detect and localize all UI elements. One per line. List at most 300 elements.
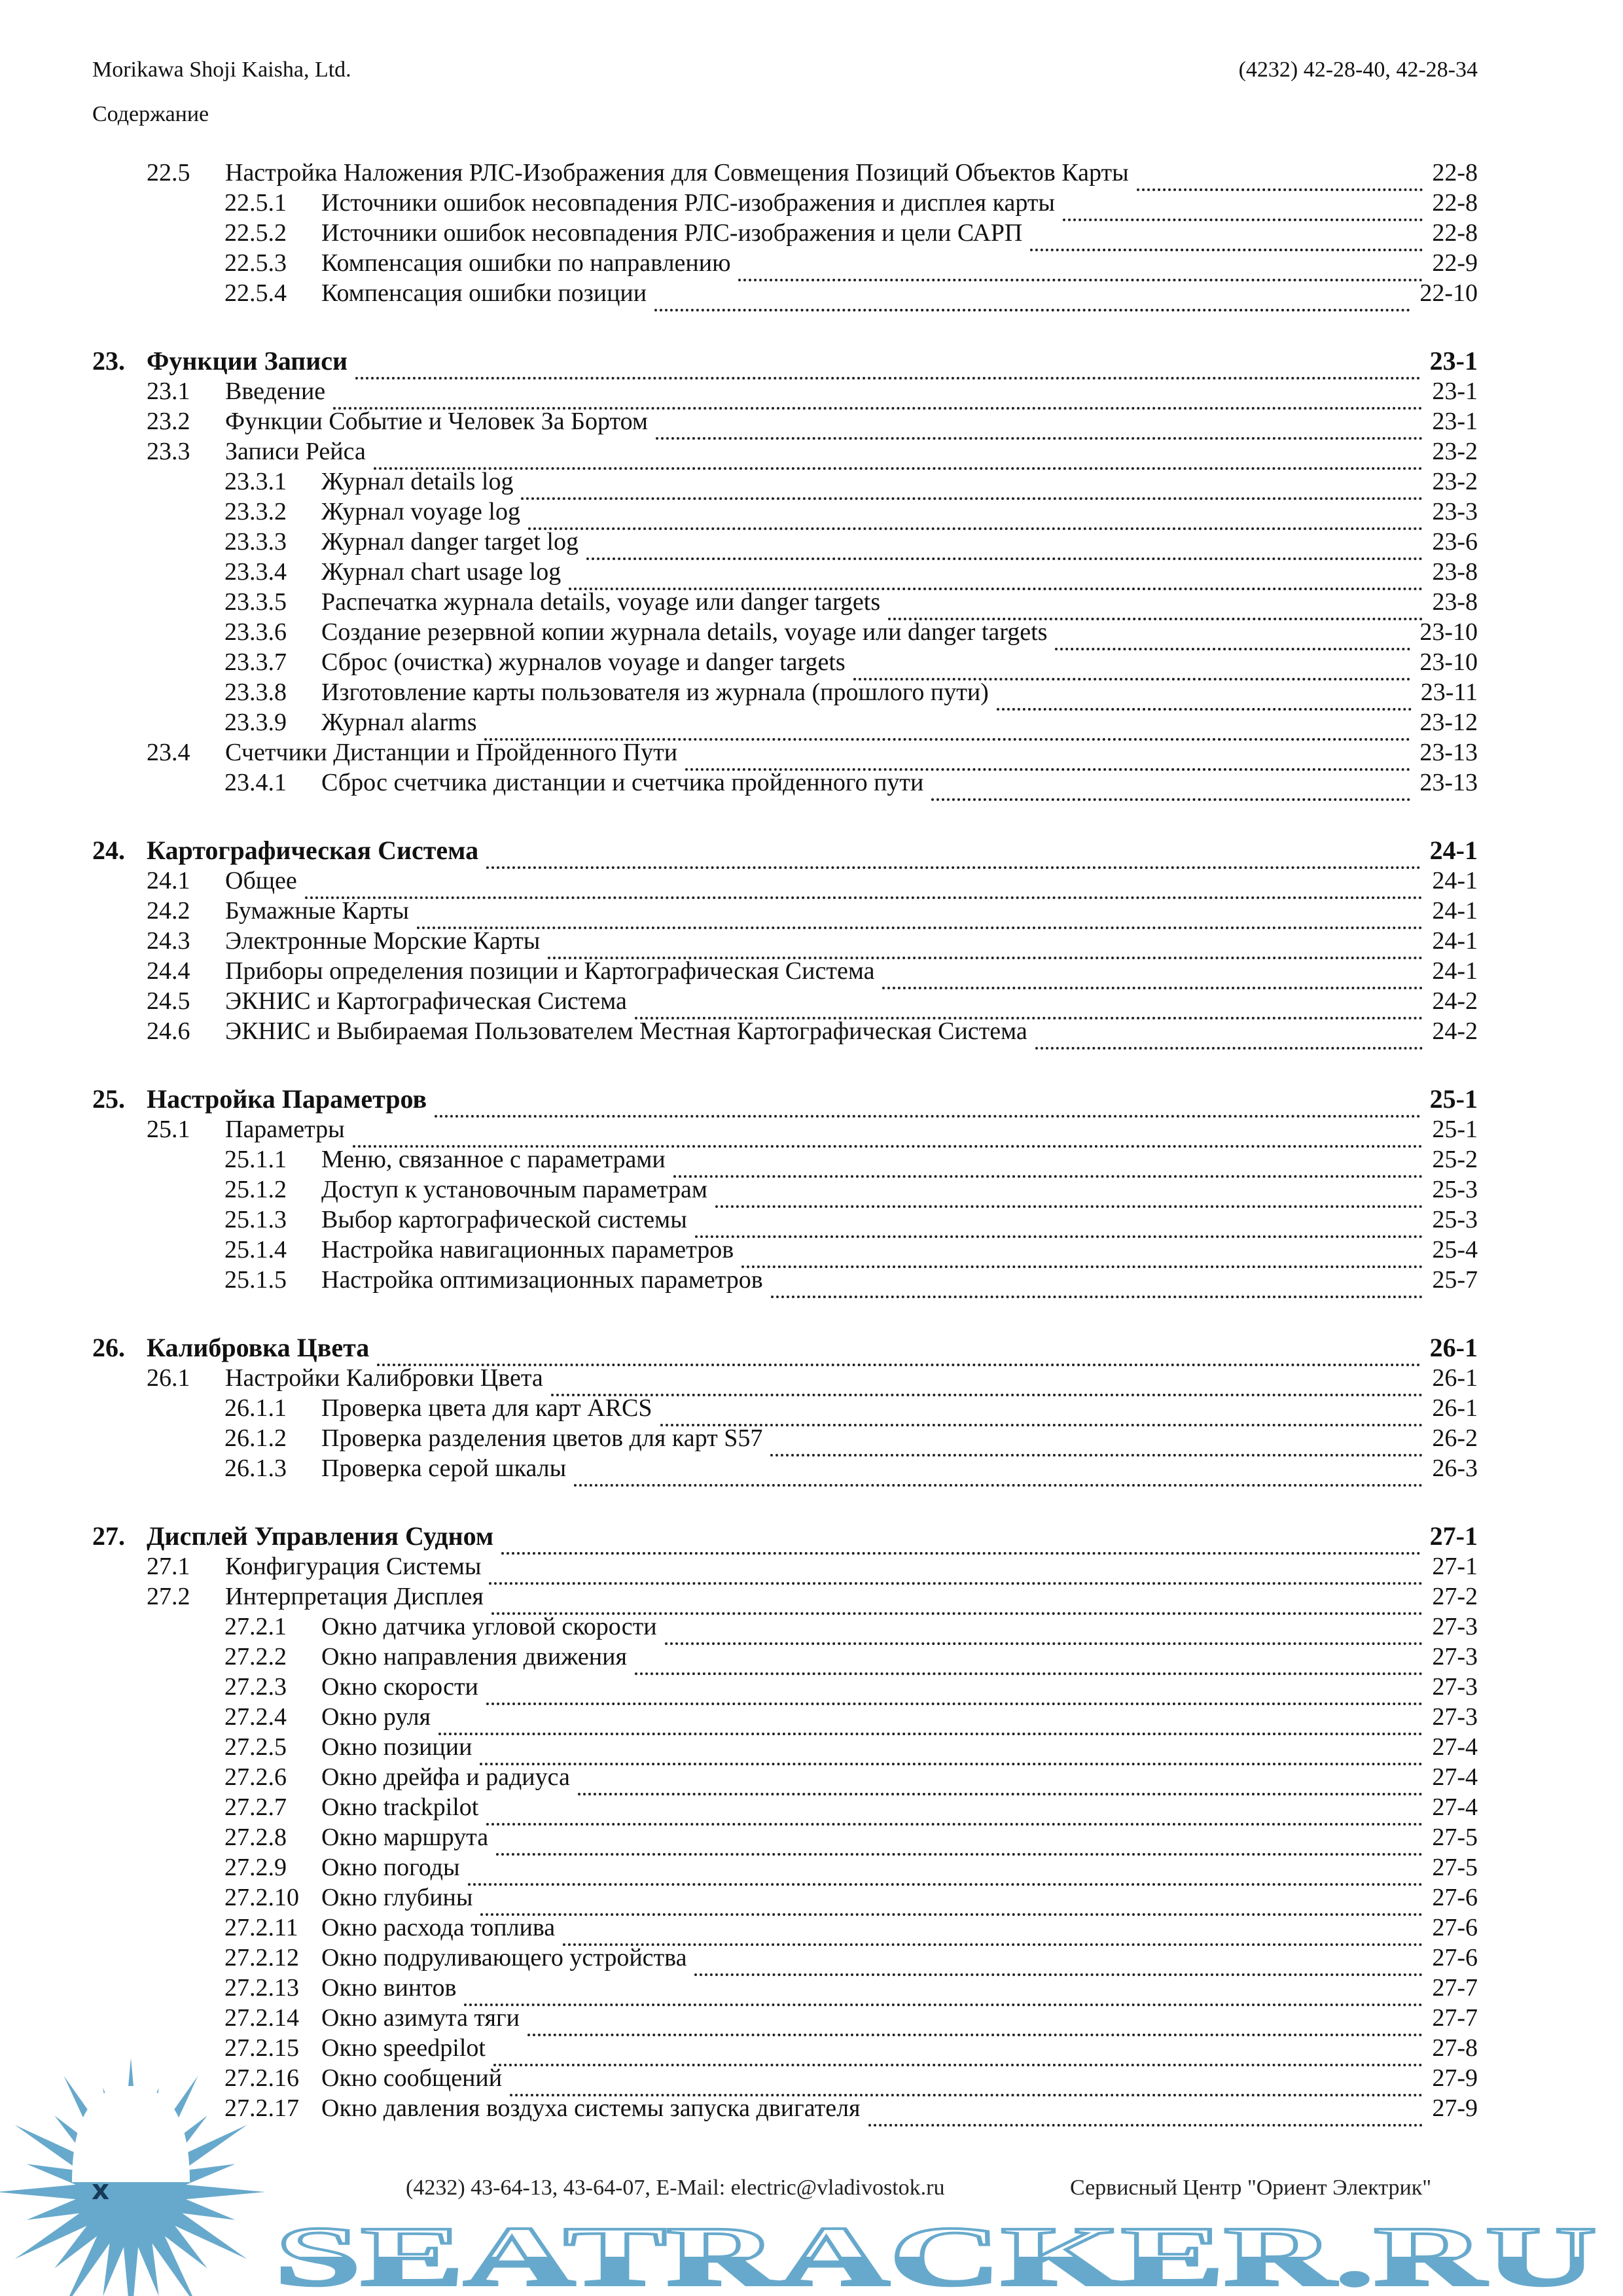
toc-entry[interactable] xyxy=(92,1882,1478,1912)
dot-leader xyxy=(654,309,1410,311)
toc-entry-page: 27-1 xyxy=(1432,1553,1478,1580)
toc-entry-title: Функции Записи xyxy=(147,346,348,376)
toc-entry-title: Сброс (очистка) журналов voyage и danger targets xyxy=(321,648,846,676)
toc-entry-page: 25-7 xyxy=(1432,1266,1478,1294)
toc-entry-title: Настройка навигационных параметров xyxy=(321,1236,734,1263)
toc-entry[interactable] xyxy=(92,436,1478,466)
dot-leader xyxy=(374,467,1423,470)
toc-entry-number: 23.3.1 xyxy=(224,468,287,495)
toc-entry-title: Картографическая Система xyxy=(147,836,479,865)
toc-entry[interactable] xyxy=(92,616,1478,646)
toc-entry-number: 27.2.12 xyxy=(224,1944,299,1971)
toc-entry[interactable] xyxy=(92,247,1478,277)
toc-entry[interactable] xyxy=(92,376,1478,406)
toc-entry[interactable] xyxy=(92,1581,1478,1611)
toc-entry[interactable] xyxy=(92,1114,1478,1144)
toc-entry-title: Окно trackpilot xyxy=(321,1793,479,1821)
toc-entry-number: 27.2.14 xyxy=(224,2004,299,2032)
toc-entry-page: 27-3 xyxy=(1432,1673,1478,1701)
toc-entry-page: 25-1 xyxy=(1429,1084,1478,1114)
toc-entry-title: Окно подруливающего устройства xyxy=(321,1944,687,1971)
toc-entry-page: 23-1 xyxy=(1429,346,1478,376)
toc-entry-title: Выбор картографической системы xyxy=(321,1206,687,1233)
toc-entry-page: 25-1 xyxy=(1432,1116,1478,1143)
toc-entry[interactable] xyxy=(92,1942,1478,1972)
toc-entry-page: 26-2 xyxy=(1432,1424,1478,1452)
dot-leader xyxy=(882,987,1423,989)
toc-entry-number: 25. xyxy=(92,1084,125,1114)
toc-entry-number: 22.5.4 xyxy=(224,279,287,307)
toc-chapter[interactable] xyxy=(92,1328,1478,1362)
dot-leader xyxy=(931,798,1410,801)
toc-entry-number: 27.2.9 xyxy=(224,1854,287,1881)
toc-entry-page: 23-13 xyxy=(1419,769,1478,796)
toc-entry-title: Проверка разделения цветов для карт S57 xyxy=(321,1424,763,1452)
toc-entry[interactable] xyxy=(92,187,1478,217)
toc-entry-page: 22-8 xyxy=(1432,219,1478,247)
toc-entry-number: 25.1.4 xyxy=(224,1236,287,1263)
header-phone: (4232) 42-28-40, 42-28-34 xyxy=(1238,58,1478,82)
toc-entry-page: 27-5 xyxy=(1432,1824,1478,1851)
toc-entry-title: Настройка Параметров xyxy=(147,1084,427,1114)
toc-entry-number: 24.3 xyxy=(147,927,190,955)
toc-entry-title: Бумажные Карты xyxy=(225,897,409,925)
toc-entry[interactable] xyxy=(92,1422,1478,1453)
toc-entry[interactable] xyxy=(92,1234,1478,1264)
toc-entry-number: 23.3.3 xyxy=(224,528,287,556)
toc-entry-title: Записи Рейса xyxy=(225,438,366,465)
toc-entry-page: 23-11 xyxy=(1420,679,1478,706)
toc-entry-title: Окно направления движения xyxy=(321,1643,627,1670)
toc-entry-title: Интерпретация Дисплея xyxy=(225,1583,484,1610)
dot-leader xyxy=(480,1763,1423,1765)
toc-entry-title: Окно давления воздуха системы запуска двигателя xyxy=(321,2094,861,2122)
toc-entry-page: 27-9 xyxy=(1432,2064,1478,2092)
toc-entry-title: Окно расхода топлива xyxy=(321,1914,556,1941)
toc-entry-title: Окно винтов xyxy=(321,1974,457,2002)
toc-entry-title: Окно speedpilot xyxy=(321,2034,486,2062)
toc-entry-page: 26-1 xyxy=(1432,1394,1478,1422)
toc-entry-number: 25.1.5 xyxy=(224,1266,287,1294)
toc-entry-page: 27-4 xyxy=(1432,1733,1478,1761)
toc-entry-number: 22.5.1 xyxy=(224,189,287,217)
toc-entry-number: 27.1 xyxy=(147,1553,190,1580)
toc-entry-number: 27.2.6 xyxy=(224,1763,287,1791)
toc-entry-title: Функции Событие и Человек За Бортом xyxy=(225,408,648,435)
toc-entry-page: 27-3 xyxy=(1432,1643,1478,1670)
dot-leader xyxy=(685,768,1410,771)
toc-entry-number: 25.1 xyxy=(147,1116,190,1143)
toc-entry-title: Окно глубины xyxy=(321,1884,473,1911)
footer-contacts: (4232) 43-64-13, 43-64-07, E-Mail: electric@vladivostok.ru xyxy=(406,2176,945,2200)
dot-leader xyxy=(528,527,1423,530)
toc-entry-title: Журнал voyage log xyxy=(321,498,520,525)
dot-leader xyxy=(355,377,1421,380)
toc-entry[interactable] xyxy=(92,707,1478,737)
toc-entry[interactable] xyxy=(92,586,1478,616)
header-company: Morikawa Shoji Kaisha, Ltd. xyxy=(92,58,351,82)
toc-entry[interactable] xyxy=(92,466,1478,496)
toc-entry-page: 26-3 xyxy=(1432,1455,1478,1482)
dot-leader xyxy=(997,708,1412,711)
dot-leader xyxy=(665,1642,1423,1645)
toc-entry-title: Создание резервной копии журнала details, voyage или danger targets xyxy=(321,618,1048,646)
toc-entry-page: 24-1 xyxy=(1432,897,1478,925)
toc-entry-title: Окно азимута тяги xyxy=(321,2004,520,2032)
dot-leader xyxy=(305,896,1423,899)
toc-entry[interactable] xyxy=(92,1174,1478,1204)
toc-entry-page: 22-9 xyxy=(1432,249,1478,277)
toc-entry-page: 25-4 xyxy=(1432,1236,1478,1263)
toc-entry[interactable] xyxy=(92,1392,1478,1422)
dot-leader xyxy=(333,407,1423,410)
dot-leader xyxy=(486,866,1421,869)
toc-entry[interactable] xyxy=(92,1551,1478,1581)
toc-entry-page: 23-1 xyxy=(1432,378,1478,405)
toc-entry-number: 27.2.3 xyxy=(224,1673,287,1701)
dot-leader xyxy=(741,1265,1423,1268)
toc-entry-number: 24.1 xyxy=(147,867,190,894)
toc-entry-number: 23. xyxy=(92,346,125,376)
toc-entry-number: 24.4 xyxy=(147,957,190,985)
toc-entry[interactable] xyxy=(92,1611,1478,1641)
table-of-contents xyxy=(92,157,1478,2123)
toc-entry-page: 27-9 xyxy=(1432,2094,1478,2122)
toc-entry[interactable] xyxy=(92,985,1478,1016)
dot-leader xyxy=(548,957,1423,959)
toc-entry-title: Журнал chart usage log xyxy=(321,558,562,586)
toc-section xyxy=(92,831,1478,1046)
toc-entry-page: 23-10 xyxy=(1419,648,1478,676)
toc-entry-title: Окно сообщений xyxy=(321,2064,503,2092)
toc-entry-page: 27-6 xyxy=(1432,1944,1478,1971)
toc-entry-number: 22.5.2 xyxy=(224,219,287,247)
dot-leader xyxy=(738,279,1423,281)
toc-entry-page: 27-3 xyxy=(1432,1613,1478,1640)
toc-entry[interactable] xyxy=(92,1144,1478,1174)
toc-entry-number: 24.2 xyxy=(147,897,190,925)
toc-entry-number: 27. xyxy=(92,1521,125,1551)
toc-entry-number: 27.2.11 xyxy=(224,1914,298,1941)
toc-entry-page: 26-1 xyxy=(1429,1333,1478,1362)
toc-entry-title: Введение xyxy=(225,378,326,405)
toc-entry-page: 24-1 xyxy=(1432,867,1478,894)
dot-leader xyxy=(656,437,1423,440)
dot-leader xyxy=(521,497,1423,500)
toc-entry-title: Приборы определения позиции и Картографическая Система xyxy=(225,957,875,985)
dot-leader xyxy=(486,1823,1423,1826)
toc-entry-page: 24-2 xyxy=(1432,987,1478,1015)
toc-chapter[interactable] xyxy=(92,1080,1478,1114)
toc-entry-page: 27-2 xyxy=(1432,1583,1478,1610)
toc-entry-number: 26.1.1 xyxy=(224,1394,287,1422)
toc-entry-number: 25.1.2 xyxy=(224,1176,287,1203)
toc-entry-number: 27.2.2 xyxy=(224,1643,287,1670)
toc-entry-page: 23-6 xyxy=(1432,528,1478,556)
toc-entry-title: Проверка серой шкалы xyxy=(321,1455,567,1482)
toc-entry-number: 24.5 xyxy=(147,987,190,1015)
toc-entry-number: 27.2.5 xyxy=(224,1733,287,1761)
dot-leader xyxy=(673,1175,1423,1178)
toc-entry-page: 24-1 xyxy=(1429,836,1478,865)
dot-leader xyxy=(435,1115,1421,1118)
toc-entry-title: Параметры xyxy=(225,1116,345,1143)
toc-entry-page: 25-2 xyxy=(1432,1146,1478,1173)
toc-entry[interactable] xyxy=(92,1671,1478,1701)
dot-leader xyxy=(660,1424,1423,1426)
dot-leader xyxy=(496,1853,1423,1856)
toc-entry-page: 25-3 xyxy=(1432,1206,1478,1233)
toc-entry-page: 22-8 xyxy=(1432,159,1478,186)
toc-entry-page: 23-3 xyxy=(1432,498,1478,525)
toc-entry-title: Изготовление карты пользователя из журнала (прошлого пути) xyxy=(321,679,989,706)
toc-entry-number: 27.2.10 xyxy=(224,1884,299,1911)
toc-entry[interactable] xyxy=(92,277,1478,308)
toc-entry[interactable] xyxy=(92,1204,1478,1234)
dot-leader xyxy=(715,1205,1423,1208)
toc-entry-title: Окно маршрута xyxy=(321,1824,489,1851)
toc-entry[interactable] xyxy=(92,1701,1478,1731)
toc-entry-number: 25.1.1 xyxy=(224,1146,287,1173)
toc-section xyxy=(92,1080,1478,1294)
dot-leader xyxy=(694,1973,1423,1976)
toc-entry[interactable] xyxy=(92,556,1478,586)
toc-entry-number: 22.5.3 xyxy=(224,249,287,277)
toc-entry-page: 23-2 xyxy=(1432,438,1478,465)
toc-entry-number: 23.3.2 xyxy=(224,498,287,525)
dot-leader xyxy=(635,1672,1423,1675)
toc-entry-number: 27.2.16 xyxy=(224,2064,299,2092)
toc-entry-page: 22-8 xyxy=(1432,189,1478,217)
toc-entry-number: 25.1.3 xyxy=(224,1206,287,1233)
toc-entry-page: 23-8 xyxy=(1432,588,1478,616)
toc-entry-page: 24-2 xyxy=(1432,1017,1478,1045)
toc-entry-title: Счетчики Дистанции и Пройденного Пути xyxy=(225,739,678,766)
toc-entry-title: Конфигурация Системы xyxy=(225,1553,482,1580)
dot-leader xyxy=(486,1703,1423,1705)
dot-leader xyxy=(527,2034,1423,2036)
dot-leader xyxy=(480,1913,1423,1916)
toc-entry-page: 27-4 xyxy=(1432,1793,1478,1821)
toc-entry[interactable] xyxy=(92,767,1478,797)
toc-entry-page: 24-1 xyxy=(1432,927,1478,955)
footer-service-center: Сервисный Центр "Ориент Электрик" xyxy=(1070,2176,1432,2200)
toc-entry-number: 26.1 xyxy=(147,1364,190,1392)
toc-entry-number: 24.6 xyxy=(147,1017,190,1045)
toc-entry-title: ЭКНИС и Картографическая Система xyxy=(225,987,627,1015)
toc-entry-title: Электронные Морские Карты xyxy=(225,927,541,955)
toc-entry-number: 23.2 xyxy=(147,408,190,435)
toc-entry-page: 23-13 xyxy=(1419,739,1478,766)
toc-entry-title: Источники ошибок несовпадения РЛС-изображения и дисплея карты xyxy=(321,189,1055,217)
toc-entry-title: Журнал alarms xyxy=(321,709,477,736)
toc-entry[interactable] xyxy=(92,1822,1478,1852)
toc-entry[interactable] xyxy=(92,955,1478,985)
toc-entry-title: Окно датчика угловой скорости xyxy=(321,1613,657,1640)
toc-entry-number: 27.2.1 xyxy=(224,1613,287,1640)
toc-entry[interactable] xyxy=(92,1453,1478,1483)
toc-entry-number: 23.4 xyxy=(147,739,190,766)
dot-leader xyxy=(1055,648,1410,650)
toc-entry[interactable] xyxy=(92,1731,1478,1761)
toc-entry-number: 23.3.5 xyxy=(224,588,287,616)
toc-entry-title: Окно скорости xyxy=(321,1673,478,1701)
toc-entry-title: Доступ к установочным параметрам xyxy=(321,1176,707,1203)
toc-entry-number: 27.2 xyxy=(147,1583,190,1610)
toc-entry-page: 27-7 xyxy=(1432,2004,1478,2032)
toc-entry-number: 26. xyxy=(92,1333,125,1362)
dot-leader xyxy=(417,927,1423,929)
dot-leader xyxy=(377,1364,1420,1366)
toc-entry-title: Окно руля xyxy=(321,1703,431,1731)
toc-entry[interactable] xyxy=(92,1852,1478,1882)
toc-entry-number: 23.4.1 xyxy=(224,769,287,796)
toc-entry-number: 23.3 xyxy=(147,438,190,465)
toc-entry[interactable] xyxy=(92,1792,1478,1822)
toc-entry-title: ЭКНИС и Выбираемая Пользователем Местная Картографическая Система xyxy=(225,1017,1027,1045)
toc-entry-title: Распечатка журнала details, voyage или danger targets xyxy=(321,588,881,616)
watermark-text: SEATRACKER.RU xyxy=(275,2210,1597,2296)
toc-entry[interactable] xyxy=(92,1362,1478,1392)
toc-entry-title: Журнал danger target log xyxy=(321,528,579,556)
toc-entry[interactable] xyxy=(92,2002,1478,2032)
toc-entry-page: 27-8 xyxy=(1432,2034,1478,2062)
toc-entry-number: 27.2.17 xyxy=(224,2094,299,2122)
toc-entry-number: 23.3.8 xyxy=(224,679,287,706)
toc-entry-number: 27.2.15 xyxy=(224,2034,299,2062)
toc-entry[interactable] xyxy=(92,1972,1478,2002)
toc-entry[interactable] xyxy=(92,925,1478,955)
toc-entry[interactable] xyxy=(92,737,1478,767)
toc-entry-title: Общее xyxy=(225,867,297,894)
toc-chapter[interactable] xyxy=(92,1517,1478,1551)
toc-chapter[interactable] xyxy=(92,831,1478,865)
dot-leader xyxy=(578,1793,1423,1795)
toc-entry[interactable] xyxy=(92,526,1478,556)
dot-leader xyxy=(1137,188,1423,191)
toc-entry-title: Настройка оптимизационных параметров xyxy=(321,1266,763,1294)
toc-entry-title: Настройка Наложения РЛС-Изображения для Совмещения Позиций Объектов Карты xyxy=(225,159,1129,186)
toc-entry-number: 23.3.9 xyxy=(224,709,287,736)
dot-leader xyxy=(491,1612,1423,1615)
dot-leader xyxy=(1030,249,1423,251)
dot-leader xyxy=(551,1394,1423,1396)
toc-entry-page: 27-6 xyxy=(1432,1914,1478,1941)
toc-section xyxy=(92,342,1478,797)
toc-entry[interactable] xyxy=(92,1264,1478,1294)
toc-entry[interactable] xyxy=(92,677,1478,707)
toc-entry-page: 27-5 xyxy=(1432,1854,1478,1881)
dot-leader xyxy=(563,1943,1423,1946)
toc-entry-title: Компенсация ошибки по направлению xyxy=(321,249,731,277)
toc-entry-number: 23.3.4 xyxy=(224,558,287,586)
toc-entry-page: 23-1 xyxy=(1432,408,1478,435)
dot-leader xyxy=(574,1484,1423,1487)
toc-entry-page: 27-6 xyxy=(1432,1884,1478,1911)
dot-leader xyxy=(853,678,1411,680)
toc-entry[interactable] xyxy=(92,406,1478,436)
toc-entry[interactable] xyxy=(92,1016,1478,1046)
toc-entry[interactable] xyxy=(92,1761,1478,1792)
toc-entry[interactable] xyxy=(92,157,1478,187)
toc-entry-number: 27.2.4 xyxy=(224,1703,287,1731)
dot-leader xyxy=(353,1145,1423,1148)
toc-entry-title: Проверка цвета для карт ARCS xyxy=(321,1394,652,1422)
toc-entry[interactable] xyxy=(92,496,1478,526)
dot-leader xyxy=(635,1017,1423,1019)
toc-entry-page: 24-1 xyxy=(1432,957,1478,985)
toc-entry[interactable] xyxy=(92,1641,1478,1671)
toc-entry-number: 27.2.7 xyxy=(224,1793,287,1821)
dot-leader xyxy=(888,618,1423,620)
toc-entry-title: Окно погоды xyxy=(321,1854,460,1881)
toc-entry-number: 23.3.6 xyxy=(224,618,287,646)
dot-leader xyxy=(468,1883,1423,1886)
toc-section xyxy=(92,1328,1478,1483)
toc-entry-page: 27-1 xyxy=(1429,1521,1478,1551)
dot-leader xyxy=(1035,1047,1423,1050)
toc-entry-page: 22-10 xyxy=(1419,279,1478,307)
toc-entry-page: 26-1 xyxy=(1432,1364,1478,1392)
header-section-title: Содержание xyxy=(92,102,209,126)
toc-entry-title: Окно дрейфа и радиуса xyxy=(321,1763,570,1791)
page-number: x xyxy=(92,2174,110,2206)
toc-entry-number: 26.1.2 xyxy=(224,1424,287,1452)
toc-entry-title: Дисплей Управления Судном xyxy=(147,1521,494,1551)
toc-section xyxy=(92,1517,1478,2123)
toc-entry-page: 27-3 xyxy=(1432,1703,1478,1731)
toc-entry-title: Журнал details log xyxy=(321,468,514,495)
dot-leader xyxy=(569,588,1423,590)
toc-entry-number: 26.1.3 xyxy=(224,1455,287,1482)
sun-dome-shape xyxy=(72,2086,190,2182)
toc-entry-page: 27-4 xyxy=(1432,1763,1478,1791)
toc-entry-page: 25-3 xyxy=(1432,1176,1478,1203)
dot-leader xyxy=(1063,219,1423,221)
toc-entry-number: 22.5 xyxy=(147,159,190,186)
dot-leader xyxy=(464,2004,1423,2006)
seatracker-watermark xyxy=(0,2048,1623,2296)
toc-entry[interactable] xyxy=(92,646,1478,677)
dot-leader xyxy=(771,1296,1423,1298)
toc-entry-title: Меню, связанное с параметрами xyxy=(321,1146,666,1173)
toc-entry-page: 23-2 xyxy=(1432,468,1478,495)
dot-leader xyxy=(586,557,1423,560)
toc-entry-title: Компенсация ошибки позиции xyxy=(321,279,647,307)
toc-entry-number: 23.3.7 xyxy=(224,648,287,676)
toc-entry-number: 27.2.8 xyxy=(224,1824,287,1851)
dot-leader xyxy=(489,1582,1423,1585)
toc-entry-page: 23-8 xyxy=(1432,558,1478,586)
dot-leader xyxy=(438,1733,1423,1735)
toc-entry[interactable] xyxy=(92,895,1478,925)
toc-entry[interactable] xyxy=(92,865,1478,895)
dot-leader xyxy=(695,1235,1423,1238)
toc-entry-title: Источники ошибок несовпадения РЛС-изображения и цели САРП xyxy=(321,219,1023,247)
toc-section xyxy=(92,157,1478,308)
dot-leader xyxy=(484,738,1410,741)
toc-entry-number: 23.1 xyxy=(147,378,190,405)
toc-chapter[interactable] xyxy=(92,342,1478,376)
dot-leader xyxy=(770,1454,1423,1457)
toc-entry[interactable] xyxy=(92,1912,1478,1942)
toc-entry-page: 23-12 xyxy=(1419,709,1478,736)
toc-entry-title: Сброс счетчика дистанции и счетчика пройденного пути xyxy=(321,769,924,796)
toc-entry[interactable] xyxy=(92,217,1478,247)
toc-entry-title: Калибровка Цвета xyxy=(147,1333,370,1362)
toc-entry-title: Настройки Калибровки Цвета xyxy=(225,1364,543,1392)
toc-entry-number: 24. xyxy=(92,836,125,865)
